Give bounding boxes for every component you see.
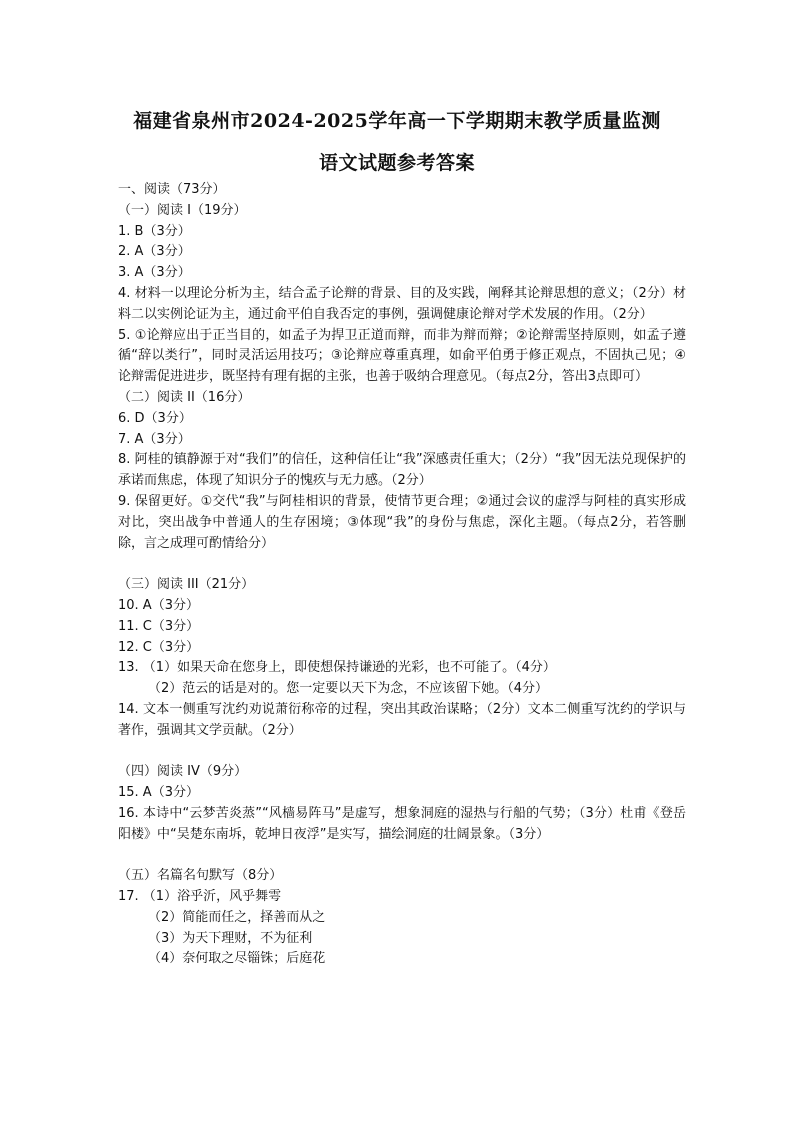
- answer-q10: 10. A（3分）: [118, 597, 199, 613]
- answer-q9: 9. 保留更好。①交代“我”与阿桂相识的背景，使情节更合理；②通过会议的虚浮与阿桂的真实形成对比，突出战争中普通人的生存困境；③体现“我”的身份与焦虑，深化主题。（每点2分，若答删除，言之成理可酌情给分）: [118, 493, 686, 551]
- answer-q17-part3: （3）为天下理财，不为征利: [148, 930, 313, 946]
- answer-q12: 12. C（3分）: [118, 639, 200, 655]
- answer-q14: 14. 文本一侧重写沈约劝说萧衍称帝的过程，突出其政治谋略；（2分）文本二侧重写沈约的学识与著作，强调其文学贡献。（2分）: [118, 701, 686, 738]
- spacer: [118, 846, 686, 867]
- subsection-heading-reading-3: （三）阅读 III（21分）: [118, 577, 255, 593]
- document-title: 福建省泉州市2024-2025学年高一下学期期末教学质量监测: [133, 110, 661, 132]
- answer-q6: 6. D（3分）: [118, 410, 192, 426]
- subsection-heading-dictation: （五）名篇名句默写（8分）: [118, 868, 283, 884]
- answer-q15: 15. A（3分）: [118, 785, 199, 801]
- answer-q17-part4: （4）奈何取之尽锱铢；后庭花: [148, 951, 326, 967]
- spacer: [118, 742, 686, 763]
- section-heading-reading: 一、阅读（73分）: [118, 182, 226, 197]
- document-subtitle: 语文试题参考答案: [318, 152, 475, 174]
- answer-q16: 16. 本诗中“云梦苦炎蒸”“风樯易阵马”是虚写，想象洞庭的湿热与行船的气势；（3分）杜甫《登岳阳楼》中“吴楚东南坼，乾坤日夜浮”是实写，描绘洞庭的壮阔景象。（3分）: [118, 805, 686, 842]
- answer-q7: 7. A（3分）: [118, 431, 191, 447]
- answer-q17-part2: （2）简能而任之，择善而从之: [148, 909, 326, 925]
- answer-q17-part1: 17. （1）浴乎沂，风乎舞雩: [118, 889, 282, 905]
- answer-q5: 5. ①论辩应出于正当目的，如孟子为捍卫正道而辩，而非为辩而辩；②论辩需坚持原则，如孟子遵循“辞以类行”，同时灵活运用技巧；③论辩应尊重真理，如俞平伯勇于修正观点，不固执己见；④论辩需促进进步，既坚持有理有据的主张，也善于吸纳合理意见。（每点2分，答出3点即可）: [118, 327, 686, 385]
- answer-q11: 11. C（3分）: [118, 618, 200, 634]
- answer-q4: 4. 材料一以理论分析为主，结合孟子论辩的背景、目的及实践，阐释其论辩思想的意义；（2分）材料二以实例论证为主，通过俞平伯自我否定的事例，强调健康论辩对学术发展的作用。（2分）: [118, 285, 686, 322]
- answer-content: [118, 180, 686, 970]
- subsection-heading-reading-4: （四）阅读 IV（9分）: [118, 764, 248, 780]
- answer-q3: 3. A（3分）: [118, 265, 191, 281]
- answer-q13-part2: （2）范云的话是对的。您一定要以天下为念，不应该留下她。（4分）: [148, 681, 549, 697]
- answer-q2: 2. A（3分）: [118, 244, 191, 260]
- answer-q8: 8. 阿桂的镇静源于对“我们”的信任，这种信任让“我”深感责任重大；（2分）“我”因无法兑现保护的承诺而焦虑，体现了知识分子的愧疚与无力感。（2分）: [118, 452, 686, 489]
- answer-q1: 1. B（3分）: [118, 223, 191, 239]
- subsection-heading-reading-1: （一）阅读 I（19分）: [118, 202, 247, 218]
- subsection-heading-reading-2: （二）阅读 II（16分）: [118, 389, 251, 405]
- spacer: [118, 554, 686, 575]
- answer-q13-part1: 13. （1）如果天命在您身上，即使想保持谦逊的光彩，也不可能了。（4分）: [118, 660, 556, 676]
